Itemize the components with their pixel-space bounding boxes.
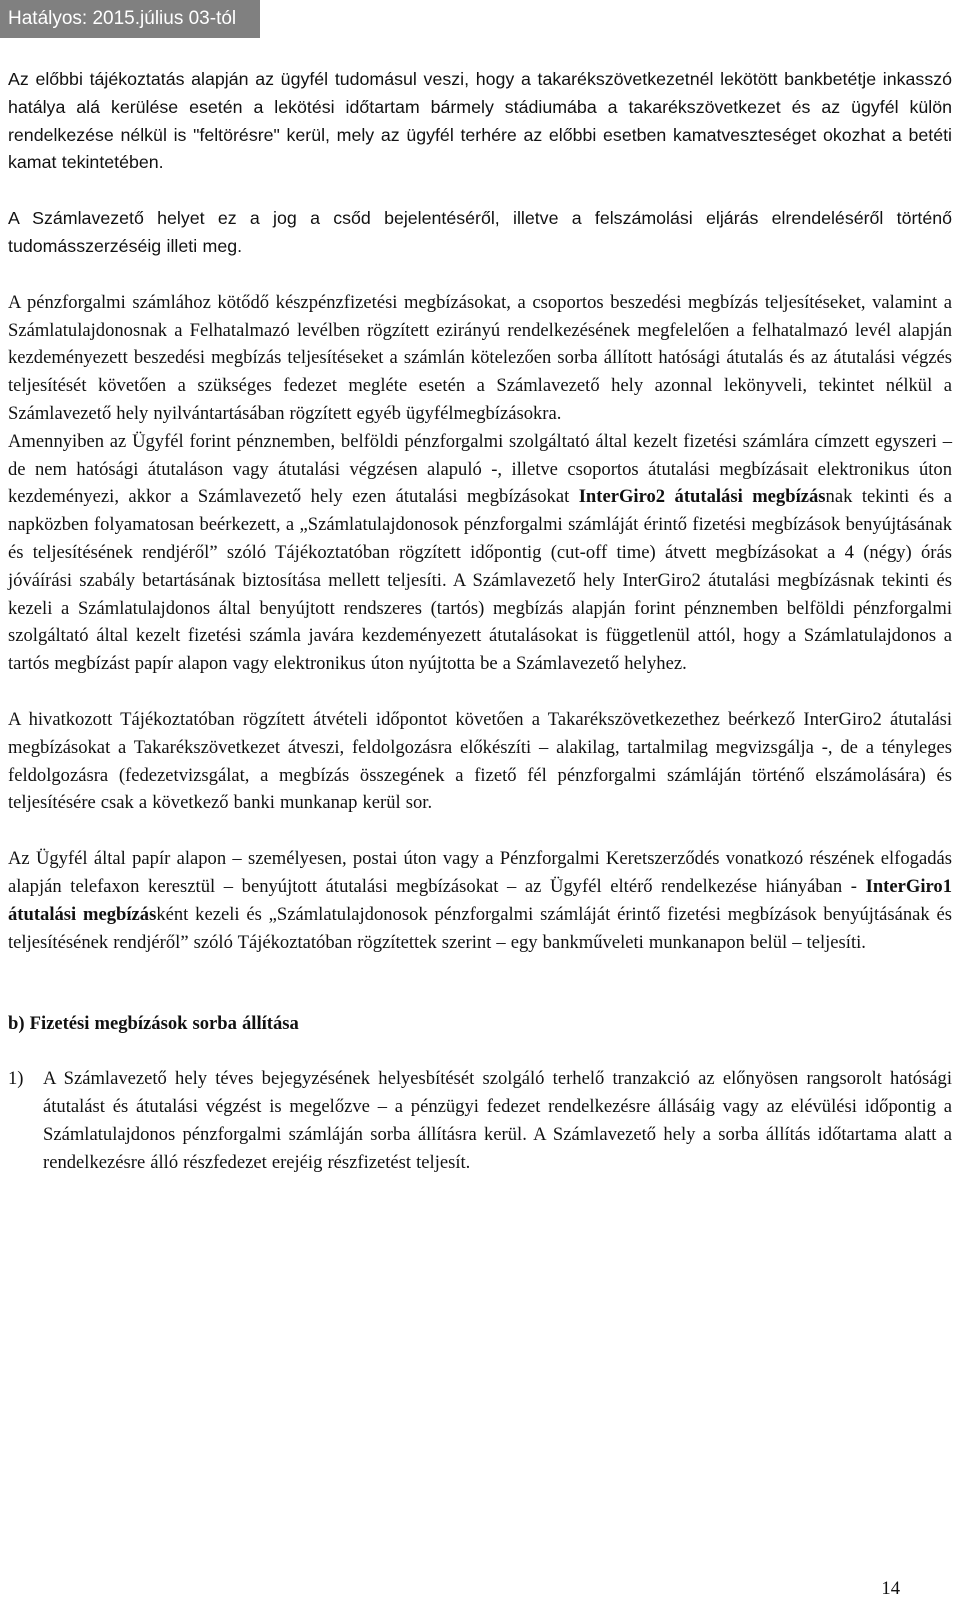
validity-header: Hatályos: 2015.július 03-tól	[0, 0, 260, 38]
paragraph-late-receipt: A hivatkozott Tájékoztatóban rögzített átvételi időpontot követően a Takarékszövetkezethez beérkező InterGiro2 átutalási megbízásokat a Takarékszövetkezet átveszi, feldolgozásra előkészíti – alakilag, tartalmilag megvizsgálja -, de a tényleges feldolgozásra (fedezetvizsgálat, a megbízás összegének a fizető fél pénzforgalmi számláján történő elszámolására) és teljesítésére csak a következő banki munkanap kerül sor.	[8, 708, 952, 814]
intergiro2-text-end: nak tekinti és a napközben folyamatosan beérkezett, a „Számlatulajdonosok pénzforgalmi számláját érintő fizetési megbízások benyújtásának és teljesítésének rendjéről” szóló Tájékoztatóban rögzített időpontig (cut-off time) átvett megbízásokat a 4 (négy) órás jóváírási szabály betartásának biztosítása mellett teljesíti. A Számlavezető hely InterGiro2 átutalási megbízásnak tekinti és kezeli a Számlatulajdonos által benyújtott rendszeres (tartós) megbízás alapján forint pénznemben belföldi pénzforgalmi szolgáltató által kezelt fizetési számla javára kezdeményezett átutalásokat is függetlenül attól, hogy a Számlatulajdonos a tartós megbízást papír alapon vagy elektronikus úton nyújtotta be a Számlavezető helyhez.	[8, 486, 952, 675]
intergiro2-text-start: Amennyiben az Ügyfél forint pénznemben, belföldi pénzforgalmi szolgáltató által kezelt fizetési számlára címzett egyszeri – de nem hatósági átutaláson vagy átutalási végzésen alapuló -, illetve csoportos átutalási megbízásait elektronikus úton kezdeményezi, akkor a Számlavezető hely ezen átutalási megbízásokat	[8, 430, 952, 508]
intergiro1-text-end: ként kezeli és „Számlatulajdonosok pénzforgalmi számláját érintő fizetési megbízások benyújtásának és teljesítésének rendjéről” szóló Tájékoztatóban rögzítettek szerint – egy bankműveleti munkanapon belül – teljesíti.	[8, 903, 952, 953]
paragraph-bankruptcy-right: A Számlavezető helyet ez a jog a csőd bejelentéséről, illetve a felszámolási eljárás elrendeléséről történő tudomásszerzéséig illeti meg.	[8, 208, 952, 256]
paragraph-intergiro1	[8, 845, 952, 956]
intergiro2-bold-term: InterGiro2 átutalási megbízás	[578, 486, 826, 508]
section-heading	[8, 1010, 952, 1038]
paragraph-deposit-breaking: Az előbbi tájékoztatás alapján az ügyfél tudomásul veszi, hogy a takarékszövetkezetnél lekötött bankbetétje inkasszó hatálya alá kerülése esetén a lekötési időtartam bármely stádiumába a takarékszövetkezet és az ügyfél külön rendelkezése nélkül is "feltörésre" kerül, mely az ügyfél terhére az előbbi esetben kamatveszteséget okozhat a betéti kamat tekintetében.	[8, 69, 952, 173]
document-body	[8, 66, 952, 1176]
section-heading-text: b) Fizetési megbízások sorba állítása	[8, 1013, 299, 1035]
intergiro1-bold-term: InterGiro1 átutalási megbízás	[8, 875, 952, 925]
list-item-number: 1)	[8, 1068, 24, 1090]
paragraph-cash-payment-orders: A pénzforgalmi számlához kötődő készpénzfizetési megbízásokat, a csoportos beszedési megbízás teljesítéseket, valamint a Számlatulajdonosnak a Felhatalmazó levélben rögzített ezirányú rendelkezésének megfelelően a felhatalmazó levél alapján kezdeményezett beszedési megbízás teljesítéseket a számlán kötelezően sorba állított hatósági átutalás és az átutalási végzés teljesítését követően a szükséges fedezet megléte esetén a Számlavezető hely azonnal lekönyveli, tekintet nélkül a Számlavezető hely nyilvántartásában rögzített egyéb ügyfélmegbízásokra.	[8, 291, 952, 424]
list-item	[8, 1065, 952, 1176]
intergiro1-text-start: Az Ügyfél által papír alapon – személyesen, postai úton vagy a Pénzforgalmi Keretszerződés vonatkozó részének elfogadás alapján telefaxon keresztül – benyújtott átutalási megbízásokat – az Ügyfél eltérő rendelkezése hiányában -	[8, 848, 952, 897]
paragraph-intergiro2	[8, 428, 952, 678]
list-item-text: A Számlavezető hely téves bejegyzésének helyesbítését szolgáló terhelő tranzakció az előnyösen rangsorolt hatósági átutalást és átutalási végzést is megelőzve – a pénzügyi fedezet rendelkezésre állásáig vagy az elévülési időpontig a Számlatulajdonos pénzforgalmi számláján sorba állításra kerül. A Számlavezető hely a sorba állítás időtartama alatt a rendelkezésre álló részfedezet erejéig részfizetést teljesít.	[43, 1068, 952, 1173]
page-number: 14	[881, 1578, 900, 1599]
